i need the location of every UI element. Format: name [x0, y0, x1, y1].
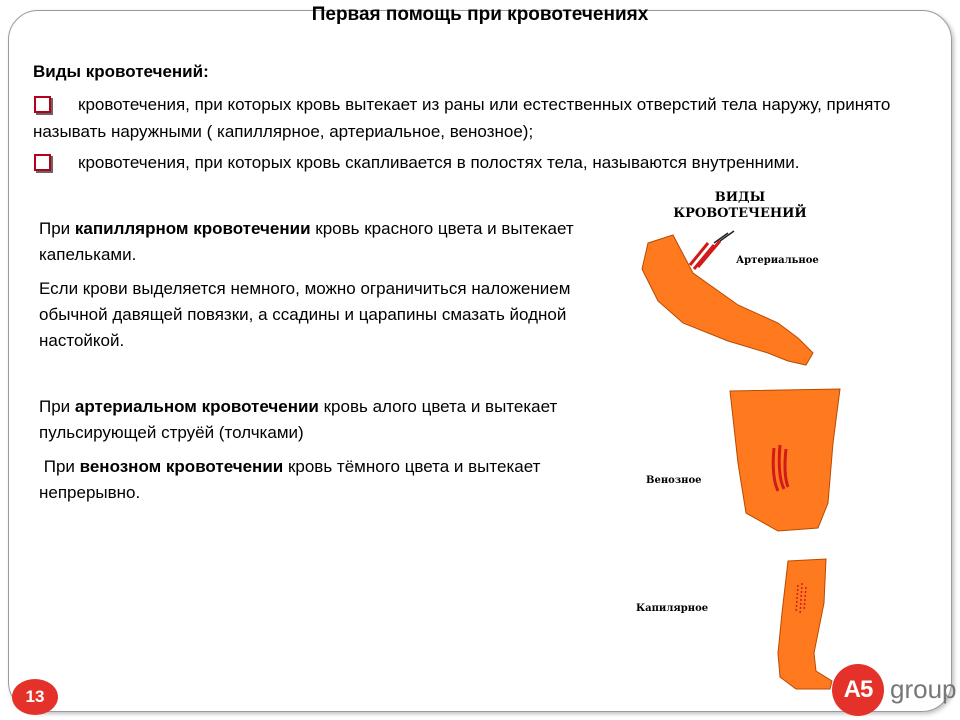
- term-capillary: капиллярном кровотечении: [74, 219, 311, 238]
- bleeding-illustration: [628, 183, 850, 693]
- checkbox-bullet-icon: [34, 96, 51, 113]
- company-logo: [832, 664, 960, 716]
- slide-title: Первая помощь при кровотечениях: [311, 4, 649, 25]
- paragraph-capillary: При капиллярном кровотечении кровь красного цвета и вытекает капельками.: [39, 219, 574, 264]
- paragraph-capillary-note: Если крови выделяется немного, можно ограничиться наложением обычной давящей повязки, а ссадины и царапины смазать йодной настойкой.: [39, 279, 571, 350]
- paragraph-venous: При венозном кровотечении кровь тёмного цвета и вытекает непрерывно.: [39, 457, 541, 502]
- bleeding-types-figure: [628, 183, 850, 693]
- section-subtitle: Виды кровотечений:: [33, 62, 209, 81]
- term-arterial: артериальном кровотечении: [74, 397, 319, 416]
- label-venous: Венозное: [646, 475, 702, 486]
- arm-illustration: [642, 231, 813, 365]
- figure-heading-line2: КРОВОТЕЧЕНИЙ: [673, 206, 807, 221]
- checkbox-bullet-icon: [34, 154, 51, 171]
- term-venous: венозном кровотечении: [79, 457, 284, 476]
- bullet-text: кровотечения, при которых кровь скапливается в полостях тела, называются внутренними.: [78, 153, 800, 172]
- paragraph-arterial: При артериальном кровотечении кровь алого цвета и вытекает пульсирующей струёй (толчками): [39, 397, 558, 442]
- logo-mark: A5: [832, 664, 884, 716]
- bullet-item-internal: [33, 149, 903, 176]
- label-arterial: Артериальное: [736, 255, 819, 266]
- page-number-badge: 13: [12, 679, 58, 715]
- logo-word: group: [890, 674, 957, 704]
- knee-illustration: [730, 389, 840, 531]
- bullet-item-external: [33, 91, 903, 145]
- label-capillary: Капилярное: [636, 603, 709, 614]
- bullet-text: кровотечения, при которых кровь вытекает из раны или естественных отверстий тела наружу, принято называть наружными ( капиллярное, артериальное, венозное);: [33, 95, 891, 141]
- figure-heading-line1: ВИДЫ: [714, 190, 766, 205]
- leg-illustration: [778, 559, 832, 689]
